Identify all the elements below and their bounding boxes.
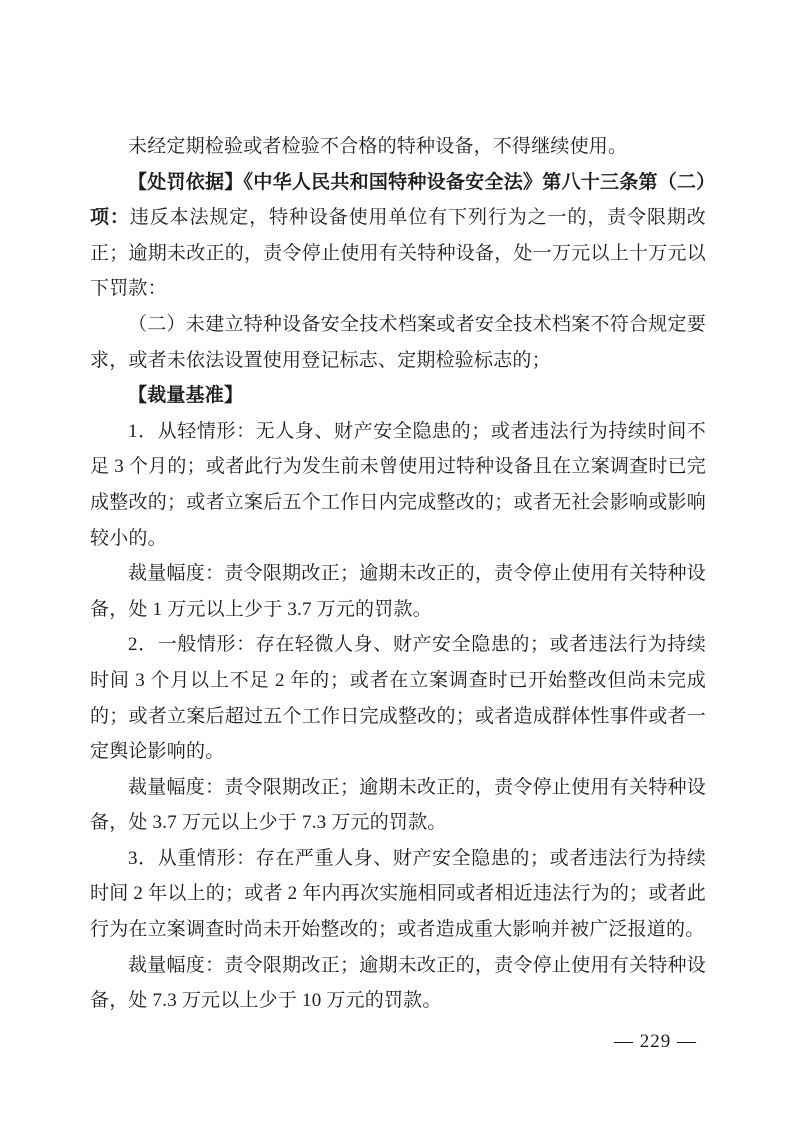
paragraph-text: 未经定期检验或者检验不合格的特种设备，不得继续使用。 <box>128 136 628 157</box>
paragraph-general-range <box>90 770 706 841</box>
paragraph-continued-use <box>90 129 706 165</box>
page-number-text: — 229 — <box>614 1031 697 1052</box>
paragraph-severe-circumstance <box>90 841 706 948</box>
paragraph-text: 2．一般情形：存在轻微人身、财产安全隐患的；或者违法行为持续时间 3 个月以上不足 2 年的；或者在立案调查时已开始整改但尚未完成的；或者立案后超过五个工作日完成整改的；或者造成群体性事件或者一定舆论影响的。 <box>90 634 706 763</box>
paragraph-text: 裁量幅度：责令限期改正；逾期未改正的，责令停止使用有关特种设备，处 3.7 万元以上少于 7.3 万元的罚款。 <box>90 776 706 834</box>
paragraph-general-circumstance <box>90 627 706 769</box>
paragraph-penalty-basis <box>90 165 706 307</box>
paragraph-item-two <box>90 307 706 378</box>
paragraph-text: 违反本法规定，特种设备使用单位有下列行为之一的，责令限期改正；逾期未改正的，责令停止使用有关特种设备，处一万元以上十万元以下罚款： <box>90 207 706 300</box>
paragraph-text: 裁量幅度：责令限期改正；逾期未改正的，责令停止使用有关特种设备，处 7.3 万元以上少于 10 万元的罚款。 <box>90 954 706 1012</box>
paragraph-text: 3．从重情形：存在严重人身、财产安全隐患的；或者违法行为持续时间 2 年以上的；或者 2 年内再次实施相同或者相近违法行为的；或者此行为在立案调查时尚未开始整改的；或者造成重大影响并被广泛报道的。 <box>90 847 706 941</box>
paragraph-text: 1．从轻情形：无人身、财产安全隐患的；或者违法行为持续时间不足 3 个月的；或者此行为发生前未曾使用过特种设备且在立案调查时已完成整改的；或者立案后五个工作日内完成整改的；或者无社会影响或影响较小的。 <box>90 420 706 549</box>
document-body <box>90 129 706 1019</box>
discretion-benchmark-label: 【裁量基准】 <box>128 385 244 407</box>
paragraph-text: 裁量幅度：责令限期改正；逾期未改正的，责令停止使用有关特种设备，处 1 万元以上少于 3.7 万元的罚款。 <box>90 563 706 620</box>
paragraph-severe-range <box>90 948 706 1019</box>
penalty-basis-label: 【处罚依据】《中华人民共和国特种设备安全法》第八十三条第（二）项： <box>90 171 706 229</box>
paragraph-text: （二）未建立特种设备安全技术档案或者安全技术档案不符合规定要求，或者未依法设置使用登记标志、定期检验标志的； <box>90 313 706 371</box>
paragraph-lenient-circumstance <box>90 414 706 556</box>
heading-discretion-benchmark <box>90 378 706 414</box>
page-number <box>614 1031 697 1053</box>
paragraph-lenient-range <box>90 556 706 627</box>
